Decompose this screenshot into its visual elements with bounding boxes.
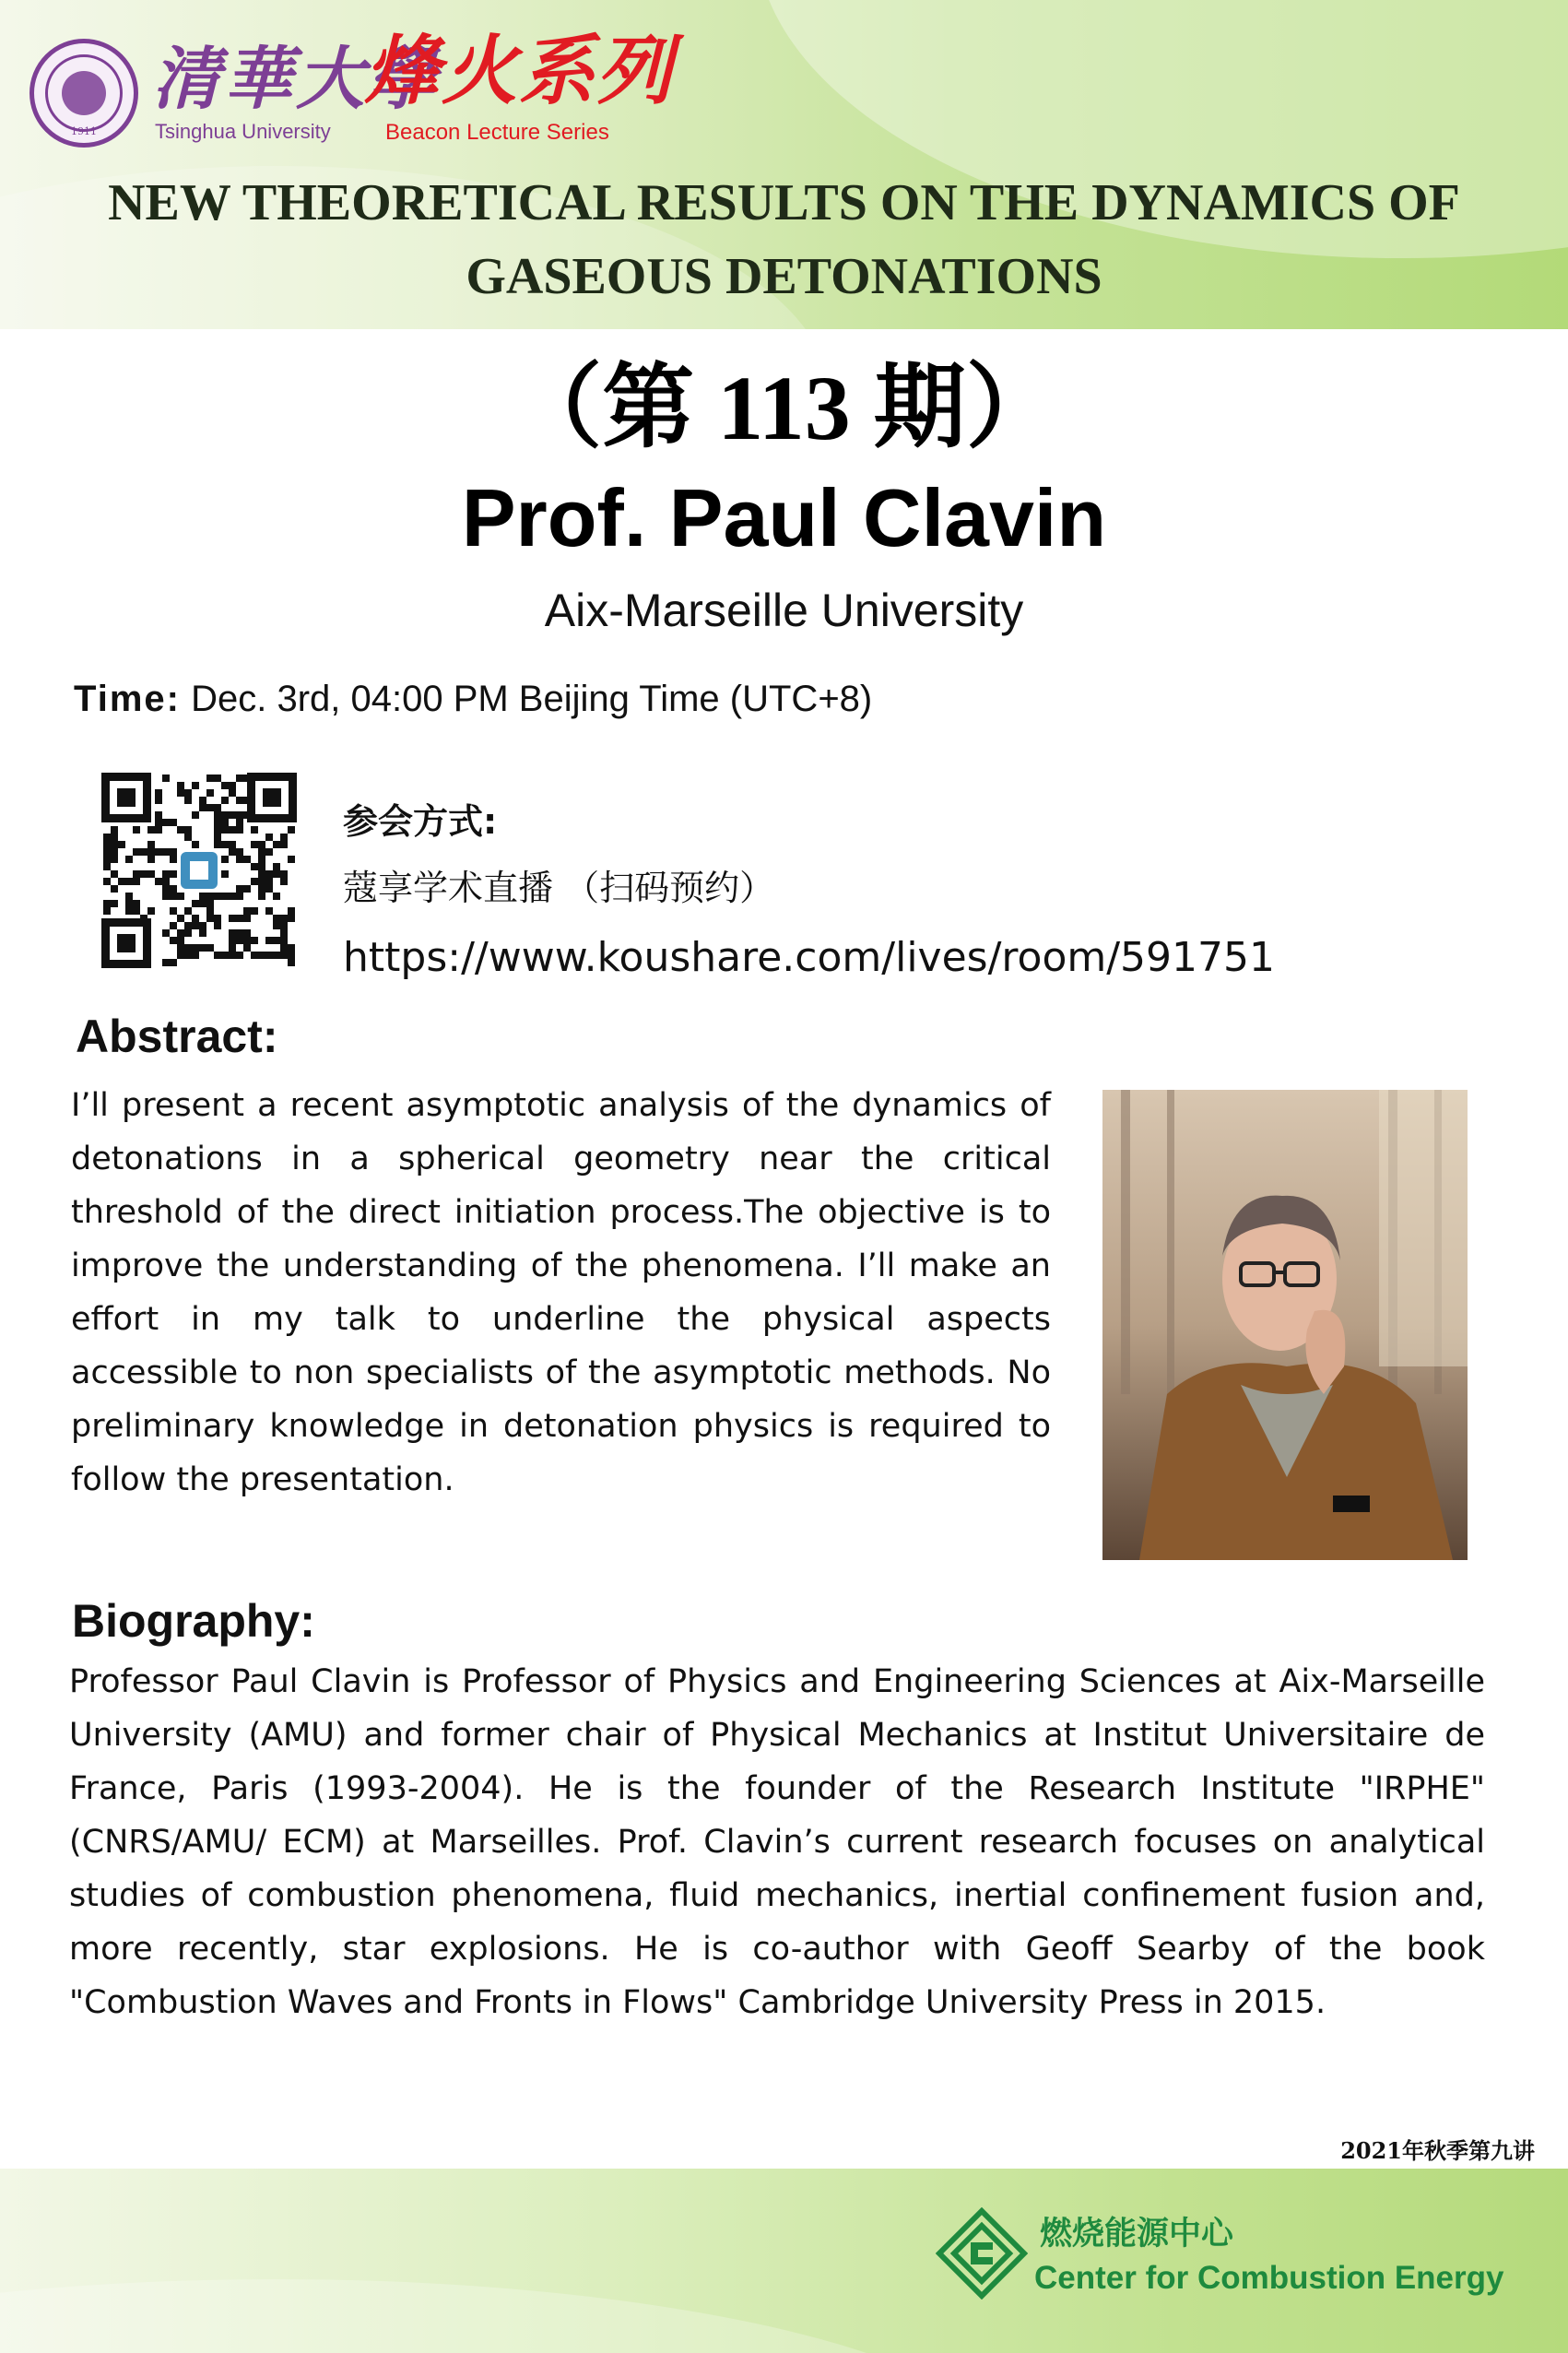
- speaker-affiliation: Aix-Marseille University: [544, 585, 1024, 636]
- abstract-heading: Abstract:: [76, 1011, 278, 1062]
- join-platform: 蔻享学术直播 （扫码预约）: [343, 868, 775, 908]
- university-name-en: Tsinghua University: [155, 120, 331, 143]
- biography-heading: Biography:: [72, 1595, 315, 1647]
- seal-year: 1911: [71, 125, 97, 137]
- time-row: [74, 673, 872, 725]
- speaker-name: Prof. Paul Clavin: [461, 472, 1107, 563]
- join-method-label: 参会方式:: [343, 801, 498, 842]
- season-label: 2021年秋季第九讲: [1340, 2137, 1535, 2164]
- university-name-cn: 清華大學: [152, 40, 440, 119]
- center-name-en: Center for Combustion Energy: [1034, 2260, 1504, 2296]
- series-name-en: Beacon Lecture Series: [385, 120, 609, 145]
- lecture-title-line2: GASEOUS DETONATIONS: [466, 248, 1102, 305]
- lecture-title-line1: NEW THEORETICAL RESULTS ON THE DYNAMICS OF: [108, 174, 1460, 231]
- issue-number: （第 113 期）: [510, 357, 1058, 459]
- tsinghua-seal-icon: [29, 39, 138, 148]
- time-label: Time:: [74, 679, 181, 719]
- speaker-photo: [1102, 1090, 1468, 1560]
- abstract-text: I’ll present a recent asymptotic analysis of the dynamics of detonations in a spherical geometry near the critical threshold of the direct initiation process.The objective is to improve the understanding of the phenomena. I’ll make an effort in my talk to underline the physical aspects accessible to non specialists of the asymptotic methods. No preliminary knowledge in detonation physics is required to follow the presentation.: [71, 1087, 1051, 1498]
- series-name-cn: 烽火系列: [364, 28, 674, 115]
- footer-swoosh: [0, 2279, 1014, 2353]
- lecture-title: [0, 166, 1568, 313]
- time-value: Dec. 3rd, 04:00 PM Beijing Time (UTC+8): [180, 679, 873, 719]
- biography-text: Professor Paul Clavin is Professor of Physics and Engineering Sciences at Aix-Marseille University (AMU) and former chair of Physical Mechanics at Institut Universitaire de France, Paris (1993-2004). He is the founder of the Research Institute "IRPHE" (CNRS/AMU/ ECM) at Marseilles. Prof. Clavin’s current research focuses on analytical studies of combustion phenomena, fluid mechanics, inertial confinement fusion and, more recently, star explosions. He is co-author with Geoff Searby of the book "Combustion Waves and Fronts in Flows" Cambridge University Press in 2015.: [69, 1663, 1485, 2021]
- cce-logo-icon: [936, 2207, 1028, 2300]
- center-name-cn: 燃烧能源中心: [1040, 2216, 1234, 2252]
- qr-code-icon[interactable]: [101, 773, 297, 968]
- livestream-link[interactable]: https://www.koushare.com/lives/room/591751: [343, 934, 1276, 981]
